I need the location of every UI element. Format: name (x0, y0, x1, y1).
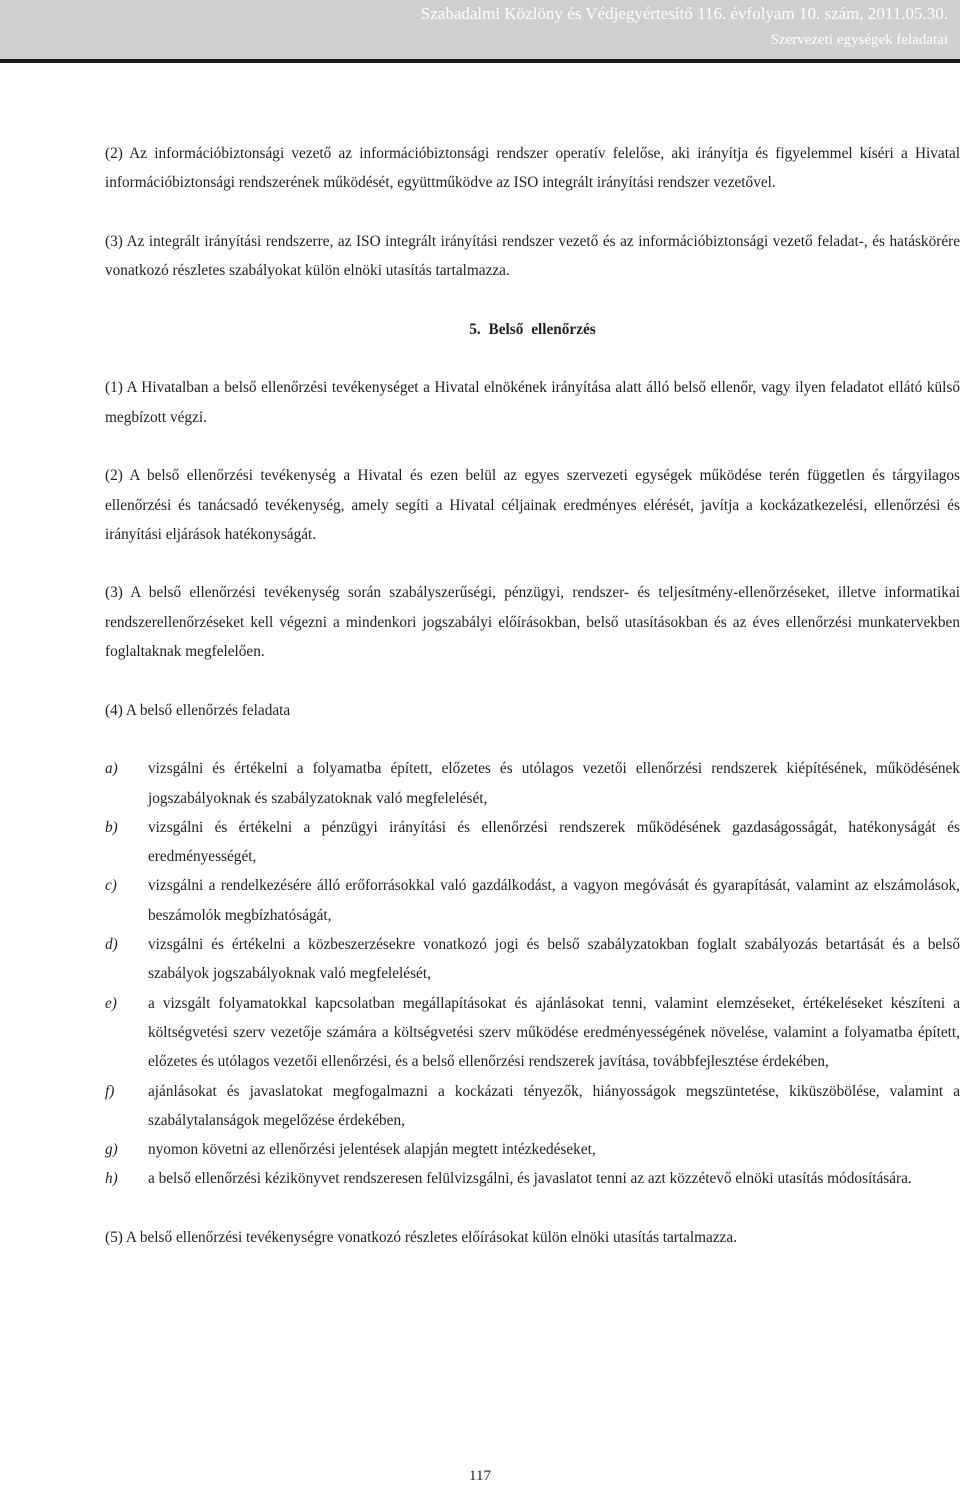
task-list (105, 754, 960, 1193)
section-paragraph-3: (3) A belső ellenőrzési tevékenység során szabályszerűségi, pénzügyi, rendszer- és teljesítmény-ellenőrzéseket, illetve informatikai rendszerellenőrzéseket kell végezni a mindenkori jogszabályi előírásokban, belső utasításokban és az éves ellenőrzési munkatervekben foglaltaknak megfelelően. (105, 584, 960, 661)
list-item (105, 813, 960, 872)
header-divider (0, 59, 960, 63)
list-item-text: nyomon követni az ellenőrzési jelentések alapján megtett intézkedéseket, (148, 1141, 596, 1159)
paragraph-2: (2) Az információbiztonsági vezető az információbiztonsági rendszer operatív felelőse, aki irányítja és figyelemmel kíséri a Hivatal információbiztonsági rendszerének működését, együttműködve az ISO integrált irányítási rendszer vezetővel. (105, 145, 960, 192)
journal-title: Szabadalmi Közlöny és Védjegyértesítő 116. évfolyam 10. szám, 2011.05.30. (420, 4, 948, 23)
list-marker: d) (105, 936, 118, 954)
paragraph-3: (3) Az integrált irányítási rendszerre, az ISO integrált irányítási rendszer vezető és az információbiztonsági vezető feladat-, és hatáskörére vonatkozó részletes szabályokat külön elnöki utasítás tartalmazza. (105, 232, 960, 280)
list-marker: e) (105, 994, 117, 1012)
list-item (105, 989, 960, 1077)
list-marker: b) (105, 818, 118, 836)
closing-paragraph: (5) A belső ellenőrzési tevékenységre vonatkozó részletes előírásokat külön elnöki utasítás tartalmazza. (105, 1228, 738, 1246)
list-item-text: a belső ellenőrzési kézikönyvet rendszeresen felülvizsgálni, és javaslatot tenni az azt közzétevő elnöki utasítás módosítására. (148, 1170, 912, 1188)
section-paragraph-4: (4) A belső ellenőrzés feladata (105, 701, 291, 719)
section-paragraph-2: (2) A belső ellenőrzési tevékenység a Hivatal és ezen belül az egyes szervezeti egységek működése terén független és tárgyilagos ellenőrzési és tanácsadó tevékenység, amely segíti a Hivatal céljainak eredményes elérését, javítja a kockázatkezelési, ellenőrzési és irányítási eljárások hatékonyságát. (105, 467, 960, 543)
chapter-subtitle: Szervezeti egységek feladatai (770, 32, 948, 48)
list-item-text: vizsgálni a rendelkezésére álló erőforrásokkal való gazdálkodást, a vagyon megóvását és gyarapítását, valamint az elszámolások, beszámolók megbízhatóságát, (148, 877, 960, 924)
section-paragraph-1: (1) A Hivatalban a belső ellenőrzési tevékenységet a Hivatal elnökének irányítása alatt álló belső ellenőr, vagy ilyen feladatot ellátó külső megbízott végzi. (105, 379, 960, 426)
list-item (105, 1077, 960, 1136)
list-item-text: a vizsgált folyamatokkal kapcsolatban megállapításokat és ajánlásokat tenni, valamint elemzéseket, értékeléseket készíteni a költségvetési szerv vezetője számára a költségvetési szerv működése eredményességének növelése, valamint a folyamatba épített, előzetes és utólagos vezetői ellenőrzési, és a belső ellenőrzési rendszerek javítása, továbbfejlesztése érdekében, (148, 994, 960, 1071)
list-item-text: vizsgálni és értékelni a folyamatba épített, előzetes és utólagos vezetői ellenőrzési rendszerek kiépítésének, működésének jogszabályoknak és szabályzatoknak való megfelelését, (148, 760, 960, 807)
list-item (105, 1164, 960, 1193)
list-marker: f) (105, 1082, 115, 1100)
list-marker: c) (105, 877, 117, 895)
page-number: 117 (469, 1468, 491, 1484)
list-item-text: vizsgálni és értékelni a közbeszerzésekre vonatkozó jogi és belső szabályzatokban foglalt szabályozás betartását és a belső szabályok jogszabályoknak való megfelelését, (148, 936, 960, 983)
document-body (105, 139, 960, 1252)
list-marker: a) (105, 760, 118, 778)
section-heading: 5. Belső ellenőrzés (469, 320, 596, 338)
page-header (0, 0, 960, 59)
list-marker: h) (105, 1170, 118, 1188)
list-item (105, 930, 960, 989)
list-marker: g) (105, 1141, 118, 1159)
list-item (105, 871, 960, 930)
list-item (105, 1135, 960, 1164)
list-item (105, 754, 960, 813)
list-item-text: ajánlásokat és javaslatokat megfogalmazni a kockázati tényezők, hiányosságok megszüntetése, kiküszöbölése, valamint a szabálytalanságok megelőzése érdekében, (148, 1082, 960, 1129)
list-item-text: vizsgálni és értékelni a pénzügyi irányítási és ellenőrzési rendszerek működésének gazdaságosságát, hatékonyságát és eredményességét, (148, 818, 960, 866)
